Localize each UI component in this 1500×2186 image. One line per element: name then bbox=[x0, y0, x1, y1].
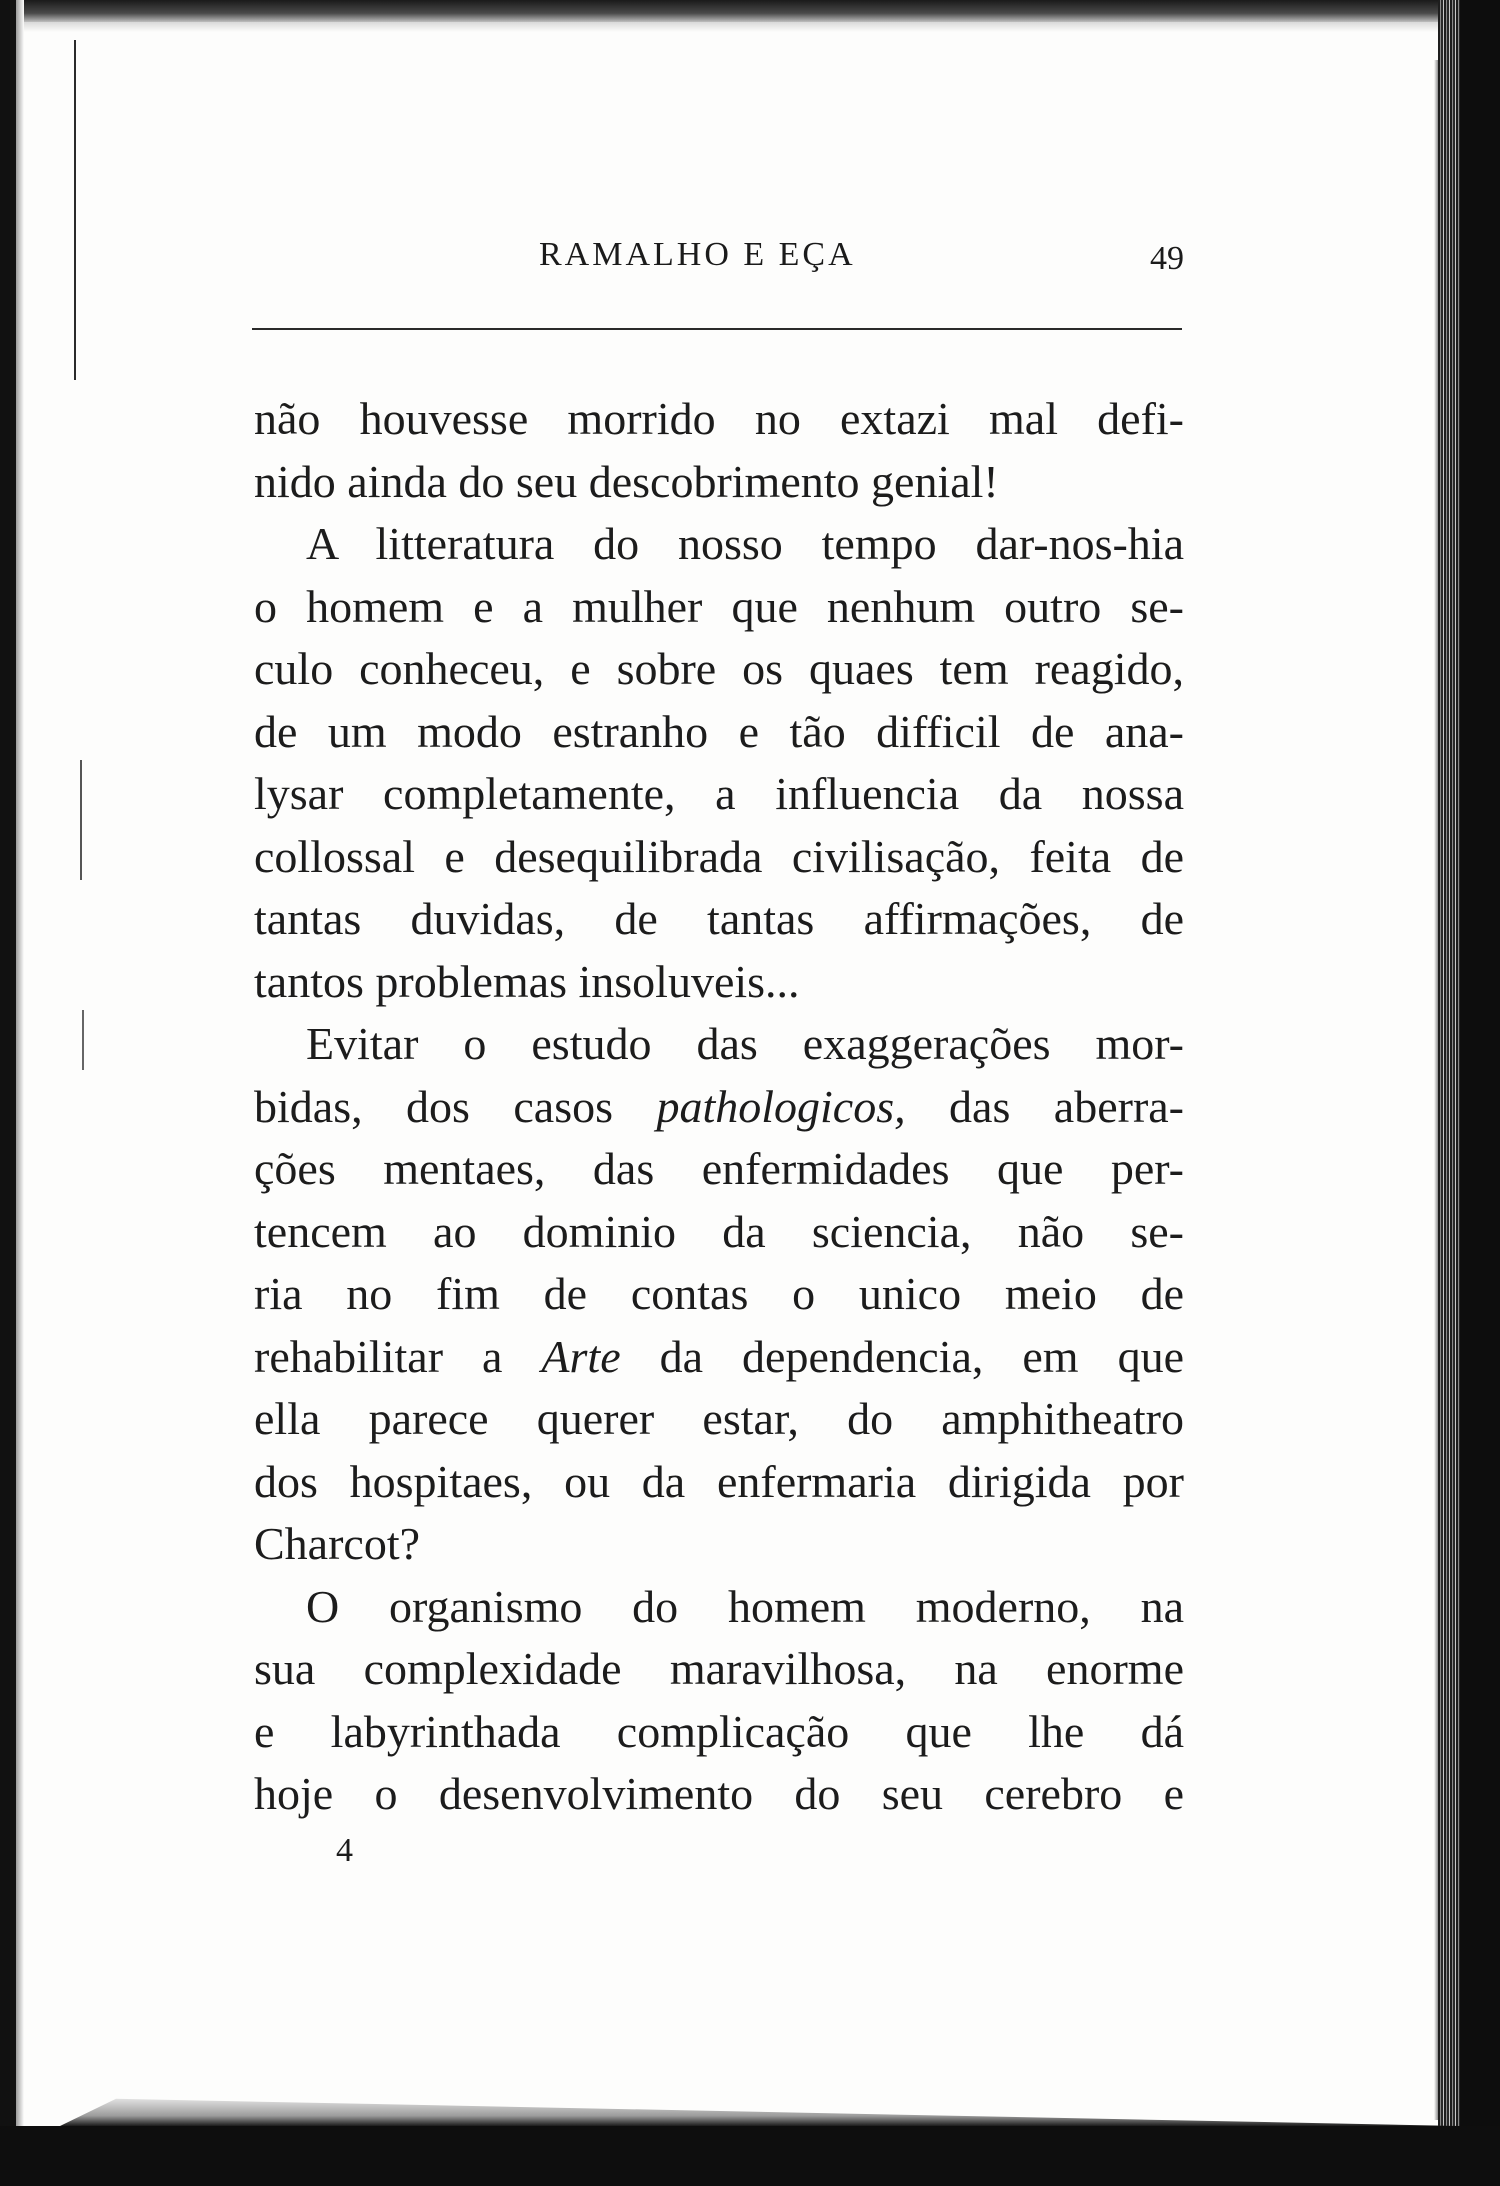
scan-edge-top bbox=[0, 0, 1500, 22]
scan-edge-left bbox=[0, 0, 16, 2186]
scan-edge-top-shadow bbox=[0, 22, 1500, 32]
header-rule bbox=[252, 328, 1182, 330]
gutter-mark bbox=[80, 760, 82, 880]
running-head bbox=[254, 236, 1184, 296]
scan-edge-right bbox=[1460, 0, 1500, 2186]
text-line: o homem e a mulher que nenhum outro se- bbox=[254, 580, 1184, 632]
text-line: dos hospitaes, ou da enfermaria dirigida por bbox=[254, 1455, 1184, 1507]
text-line: ella parece querer estar, do amphitheatro bbox=[254, 1393, 1184, 1444]
text-line: hoje o desenvolvimento do seu cerebro e bbox=[254, 1768, 1184, 1819]
text-line: de um modo estranho e tão difficil de ana- bbox=[254, 705, 1184, 757]
scan-edge-bottom-curl bbox=[60, 2092, 1460, 2126]
paragraph bbox=[254, 513, 1184, 1013]
text-line: ções mentaes, das enfermidades que per- bbox=[254, 1143, 1184, 1194]
text-run: bidas, dos casos bbox=[254, 1080, 613, 1132]
text-line: tantos problemas insoluveis... bbox=[254, 955, 800, 1007]
scan-edge-left-shadow bbox=[16, 0, 24, 2186]
signature-mark: 4 bbox=[336, 1832, 353, 1869]
paragraph bbox=[254, 1013, 1184, 1576]
text-line: ria no fim de contas o unico meio de bbox=[254, 1268, 1184, 1319]
text-line: culo conheceu, e sobre os quaes tem reagido, bbox=[254, 643, 1184, 694]
text-line: não houvesse morrido no extazi mal defi- bbox=[254, 393, 1184, 444]
text-line: Evitar o estudo das exaggerações mor- bbox=[306, 1018, 1184, 1069]
text-line: tencem ao dominio da sciencia, não se- bbox=[254, 1205, 1184, 1257]
text-line: Charcot? bbox=[254, 1518, 421, 1569]
running-title: RAMALHO E EÇA bbox=[539, 236, 856, 273]
text-line bbox=[254, 1326, 1184, 1389]
paragraph bbox=[254, 388, 1184, 513]
text-run: rehabilitar a bbox=[254, 1330, 503, 1382]
text-line: lysar completamente, a influencia da nossa bbox=[254, 768, 1184, 819]
page-number: 49 bbox=[1150, 240, 1184, 277]
scan-edge-right-shadow bbox=[1434, 60, 1438, 2120]
page-stack-edges bbox=[1438, 0, 1460, 2186]
text-run: da dependencia, em que bbox=[659, 1330, 1184, 1382]
gutter-mark bbox=[74, 40, 76, 380]
text-line bbox=[254, 1076, 1184, 1139]
paragraph bbox=[254, 1576, 1184, 1826]
italic-term: Arte bbox=[541, 1330, 621, 1382]
body-text bbox=[254, 388, 1184, 1826]
italic-term: pathologicos, bbox=[656, 1080, 906, 1132]
text-line: A litteratura do nosso tempo dar-nos-hia bbox=[306, 518, 1184, 569]
text-line: sua complexidade maravilhosa, na enorme bbox=[254, 1643, 1184, 1694]
gutter-mark bbox=[82, 1010, 84, 1070]
scan-edge-bottom bbox=[0, 2126, 1500, 2186]
text-line: O organismo do homem moderno, na bbox=[306, 1580, 1184, 1632]
text-line: e labyrinthada complicação que lhe dá bbox=[254, 1705, 1184, 1757]
text-line: nido ainda do seu descobrimento genial! bbox=[254, 455, 999, 507]
text-line: tantas duvidas, de tantas affirmações, de bbox=[254, 893, 1184, 944]
text-line: collossal e desequilibrada civilisação, feita de bbox=[254, 830, 1184, 882]
text-run: das aberra- bbox=[949, 1080, 1185, 1132]
